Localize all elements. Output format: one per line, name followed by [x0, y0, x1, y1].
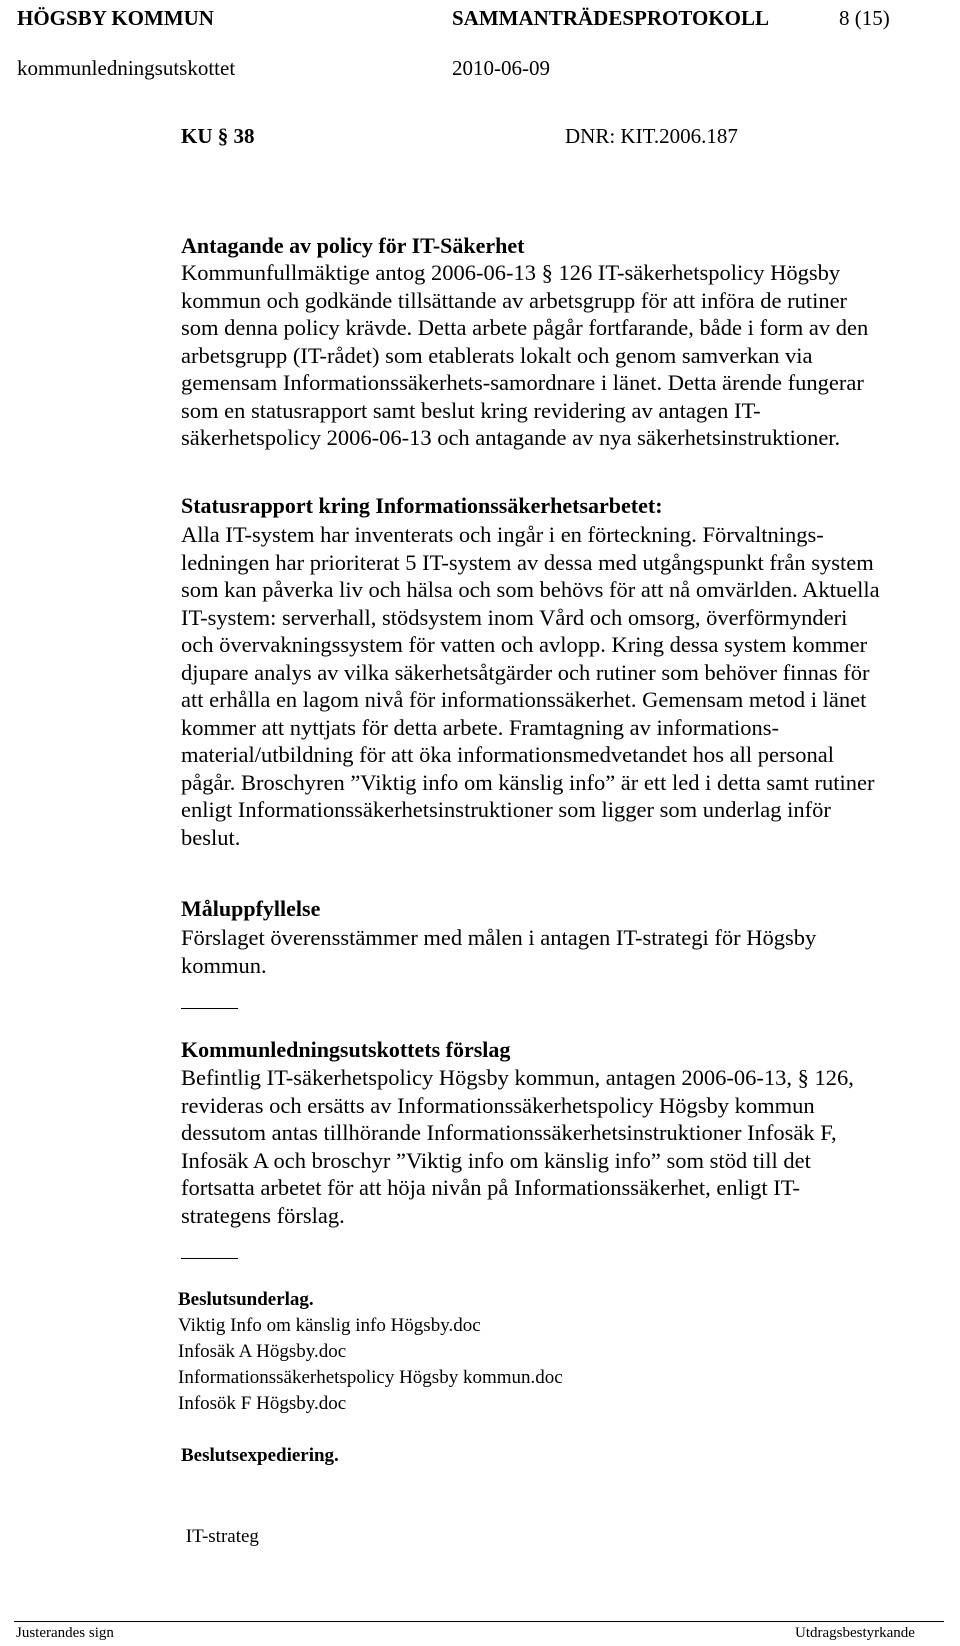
dispatch-recipient: IT-strateg — [181, 1526, 259, 1547]
text-line: enligt Informationssäkerhetsinstruktioner som ligger som underlag inför — [181, 797, 831, 822]
text-line: beslut. — [181, 824, 241, 850]
footer-signature-label: Justerandes sign — [16, 1625, 114, 1641]
text-line: gemensam Informationssäkerhets-samordnare i länet. Detta ärende fungerar — [181, 370, 864, 395]
text-line: och övervakningssystem för vatten och avlopp. Kring dessa system kommer — [181, 632, 868, 657]
text-line: Infosäk A och broschyr ”Viktig info om känslig info” som stöd till det — [181, 1147, 811, 1173]
text-line: revideras och ersätts av Informationssäkerhetspolicy Högsby kommun — [181, 1092, 815, 1118]
committee-name: kommunledningsutskottet — [17, 56, 236, 80]
section-title-proposal: Kommunledningsutskottets förslag — [181, 1037, 511, 1062]
text-line: strategens förslag. — [181, 1202, 345, 1228]
attachment-item: Informationssäkerhetspolicy Högsby kommun.doc — [178, 1367, 563, 1388]
text-line: att erhålla en lagom nivå för informationssäkerhet. Gemensam metod i länet — [181, 687, 867, 712]
case-dnr: DNR: KIT.2006.187 — [565, 124, 738, 148]
section-title-status: Statusrapport kring Informationssäkerhetsarbetet: — [181, 493, 663, 518]
text-line: kommun och godkände tillsättande av arbetsgrupp för att införa de rutiner — [181, 287, 848, 313]
footer-rule — [14, 1621, 944, 1622]
text-line: dessutom antas tillhörande Informationssäkerhetsinstruktioner Infosäk F, — [181, 1120, 837, 1145]
document-type: SAMMANTRÄDESPROTOKOLL — [452, 6, 769, 30]
text-line: djupare analys av vilka säkerhetsåtgärder och rutiner som behöver finnas för — [181, 659, 870, 685]
text-line: Befintlig IT-säkerhetspolicy Högsby kommun, antagen 2006-06-13, § 126, — [181, 1065, 854, 1090]
section-body-proposal — [181, 1064, 854, 1229]
attachment-list — [178, 1313, 563, 1417]
section-body-goal — [181, 924, 816, 979]
text-line: fortsatta arbetet för att höja nivån på Informationssäkerhet, enligt IT- — [181, 1175, 800, 1200]
section-body-status — [181, 521, 880, 851]
text-line: Förslaget överensstämmer med målen i antagen IT-strategi för Högsby — [181, 925, 817, 950]
page-number: 8 (15) — [839, 6, 890, 30]
section-title-basis: Beslutsunderlag. — [178, 1289, 314, 1310]
text-line: säkerhetspolicy 2006-06-13 och antagande av nya säkerhetsinstruktioner. — [181, 425, 841, 450]
footer-certification-label: Utdragsbestyrkande — [795, 1625, 915, 1641]
meeting-date: 2010-06-09 — [452, 56, 550, 80]
text-line: arbetsgrupp (IT-rådet) som etablerats lokalt och genom samverkan via — [181, 342, 813, 368]
divider-line — [181, 1258, 238, 1259]
case-id: KU § 38 — [181, 124, 255, 148]
attachment-item: Infosäk A Högsby.doc — [178, 1341, 347, 1362]
text-line: ledningen har prioriterat 5 IT-system av dessa med utgångspunkt från system — [181, 549, 874, 575]
dispatch-list — [181, 1472, 259, 1576]
text-line: Alla IT-system har inventerats och ingår i en förteckning. Förvaltnings- — [181, 522, 824, 547]
section-title-dispatch: Beslutsexpediering. — [181, 1445, 339, 1466]
text-line: material/utbildning för att öka informationsmedvetandet hos all personal — [181, 742, 834, 767]
text-line: kommun. — [181, 952, 267, 978]
text-line: kommer att nyttjats för detta arbete. Framtagning av informations- — [181, 714, 779, 740]
text-line: Kommunfullmäktige antog 2006-06-13 § 126 IT-säkerhetspolicy Högsby — [181, 260, 841, 285]
attachment-item: Viktig Info om känslig info Högsby.doc — [178, 1315, 481, 1336]
divider-line — [181, 1008, 238, 1009]
section-title-policy: Antagande av policy för IT-Säkerhet — [181, 233, 525, 258]
municipality-name: HÖGSBY KOMMUN — [17, 6, 214, 30]
text-line: som kan påverka liv och hälsa och som behövs för att nå omvärlden. Aktuella — [181, 577, 880, 602]
section-title-goal: Måluppfyllelse — [181, 896, 321, 921]
text-line: som en statusrapport samt beslut kring revidering av antagen IT- — [181, 397, 761, 423]
section-body-policy — [181, 259, 868, 452]
text-line: pågår. Broschyren ”Viktig info om känslig info” är ett led i detta samt rutiner — [181, 769, 875, 795]
attachment-item: Infosök F Högsby.doc — [178, 1393, 347, 1414]
text-line: IT-system: serverhall, stödsystem inom Vård och omsorg, överförmynderi — [181, 604, 848, 630]
text-line: som denna policy krävde. Detta arbete pågår fortfarande, både i form av den — [181, 315, 869, 340]
